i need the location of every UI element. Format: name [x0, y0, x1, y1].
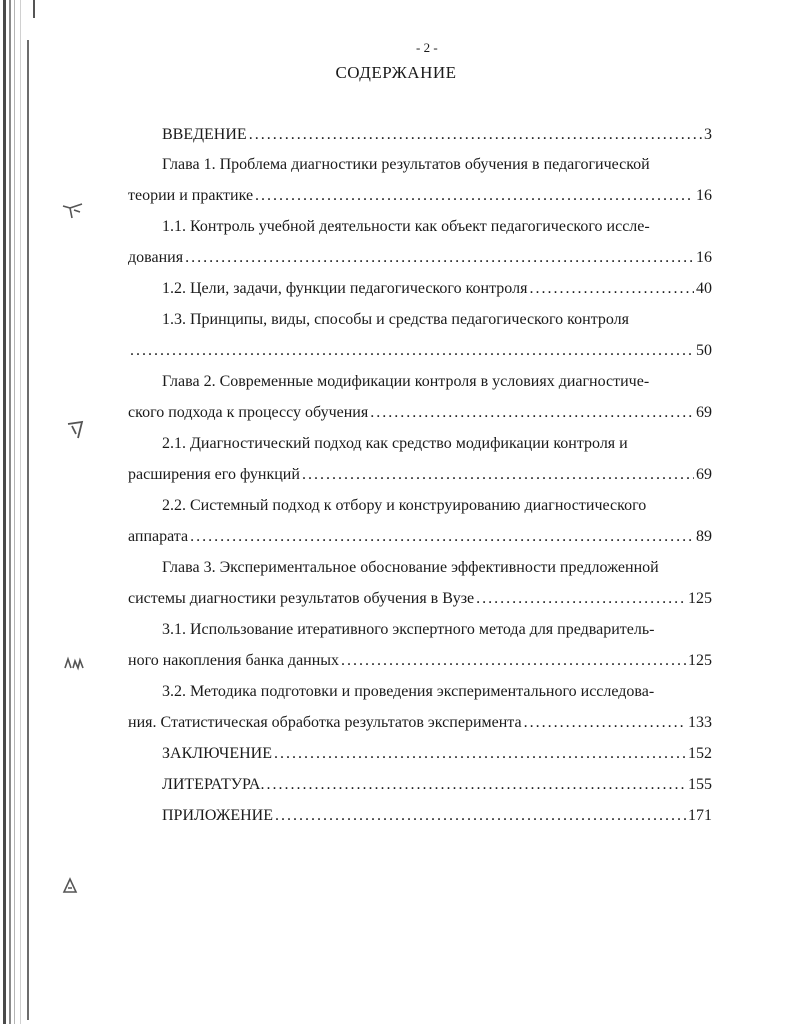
dot-leader — [341, 650, 686, 672]
toc-entry-label: 1.2. Цели, задачи, функции педагогического контроля — [162, 280, 528, 297]
toc-entry-label: системы диагностики результатов обучения в Вузе — [128, 590, 475, 607]
toc-page-number: 50 — [696, 342, 712, 359]
toc-entry-label: 3.2. Методика подготовки и проведения экспериментального исследова- — [162, 683, 655, 700]
toc-entry-section12 — [128, 278, 712, 300]
dot-leader — [302, 464, 694, 486]
margin-scribble-mark — [64, 418, 88, 442]
toc-entry-label: аппарата — [128, 528, 189, 545]
toc-page-number: 125 — [688, 652, 712, 669]
toc-page-number: 125 — [688, 590, 712, 607]
toc-entry-section11-line2 — [128, 247, 712, 269]
toc-page-number: 69 — [696, 466, 712, 483]
toc-page-number: 16 — [696, 249, 712, 266]
toc-entry-section32-line2 — [128, 712, 712, 734]
dot-leader — [185, 247, 694, 269]
toc-entry-section31-line1 — [128, 619, 712, 641]
toc-entry-label: ния. Статистическая обработка результатов эксперимента — [128, 714, 522, 731]
dot-leader — [524, 712, 686, 734]
toc-entry-intro — [128, 124, 712, 146]
toc-page-number: 133 — [688, 714, 712, 731]
toc-page-number: 152 — [688, 745, 712, 762]
toc-entry-label: 3.1. Использование итеративного экспертного метода для предваритель- — [162, 621, 655, 638]
toc-entry-chapter3-line2 — [128, 588, 712, 610]
toc-entry-conclusion — [128, 743, 712, 765]
toc-entry-literature — [128, 774, 712, 796]
toc-entry-section11-line1 — [128, 216, 712, 238]
page-title: СОДЕРЖАНИЕ — [335, 63, 457, 82]
dot-leader — [249, 124, 702, 146]
toc-entry-chapter1-line1 — [128, 154, 712, 176]
toc-entry-chapter1-line2 — [128, 185, 712, 207]
toc-entry-label: дования — [128, 249, 184, 266]
dot-leader — [190, 526, 694, 548]
toc-entry-section21-line1 — [128, 433, 712, 455]
toc-entry-label: ПРИЛОЖЕНИЕ — [162, 807, 274, 824]
toc-entry-label: 1.3. Принципы, виды, способы и средства педагогического контроля — [162, 311, 630, 328]
toc-entry-label: расширения его функций — [128, 466, 300, 483]
toc-entry-section32-line1 — [128, 681, 712, 703]
dot-leader — [130, 340, 694, 362]
dot-leader — [266, 774, 686, 796]
margin-scribble-mark — [62, 656, 86, 672]
margin-scribble-mark — [60, 876, 80, 896]
toc-entry-label: теории и практике — [128, 187, 254, 204]
toc-entry-label: ВВЕДЕНИЕ — [162, 126, 247, 143]
toc-page-number: 69 — [696, 404, 712, 421]
scan-binding-edge — [0, 0, 40, 1024]
toc-entry-section13-line1 — [128, 309, 712, 331]
toc-page-number: 3 — [704, 126, 712, 143]
toc-entry-label: ного накопления банка данных — [128, 652, 340, 669]
toc-page-number: 155 — [688, 776, 712, 793]
toc-entry-label: 1.1. Контроль учебной деятельности как объект педагогического иссле- — [162, 218, 650, 235]
dot-leader — [529, 278, 694, 300]
toc-page-number: 16 — [696, 187, 712, 204]
toc-entry-chapter3-line1 — [128, 557, 712, 579]
toc-page-number: 40 — [696, 280, 712, 297]
margin-scribble-mark — [60, 200, 86, 222]
dot-leader — [255, 185, 694, 207]
toc-entry-label: 2.2. Системный подход к отбору и конструированию диагностического — [162, 497, 647, 514]
page-number: - 2 - — [416, 40, 438, 55]
dot-leader — [370, 402, 694, 424]
toc-entry-label: Глава 2. Современные модификации контроля в условиях диагностиче- — [162, 373, 650, 390]
toc-entry-label: 2.1. Диагностический подход как средство модификации контроля и — [162, 435, 628, 452]
toc-entry-label: Глава 1. Проблема диагностики результатов обучения в педагогической — [162, 156, 650, 173]
dot-leader — [275, 805, 686, 827]
toc-entry-section21-line2 — [128, 464, 712, 486]
toc-page-number: 171 — [688, 807, 712, 824]
toc-entry-section22-line2 — [128, 526, 712, 548]
toc-entry-section31-line2 — [128, 650, 712, 672]
toc-entry-section22-line1 — [128, 495, 712, 517]
toc-entry-label: Глава 3. Экспериментальное обоснование эффективности предложенной — [162, 559, 659, 576]
toc-entry-chapter2-line1 — [128, 371, 712, 393]
toc-entry-label: ского подхода к процессу обучения — [128, 404, 369, 421]
toc-page-number: 89 — [696, 528, 712, 545]
toc-entry-appendix — [128, 805, 712, 827]
toc-entry-chapter2-line2 — [128, 402, 712, 424]
toc-entry-section13-line2 — [128, 340, 712, 362]
dot-leader — [476, 588, 686, 610]
toc-entry-label: ЗАКЛЮЧЕНИЕ — [162, 745, 272, 762]
toc-entry-label: ЛИТЕРАТУРА. — [162, 776, 265, 793]
dot-leader — [274, 743, 686, 765]
